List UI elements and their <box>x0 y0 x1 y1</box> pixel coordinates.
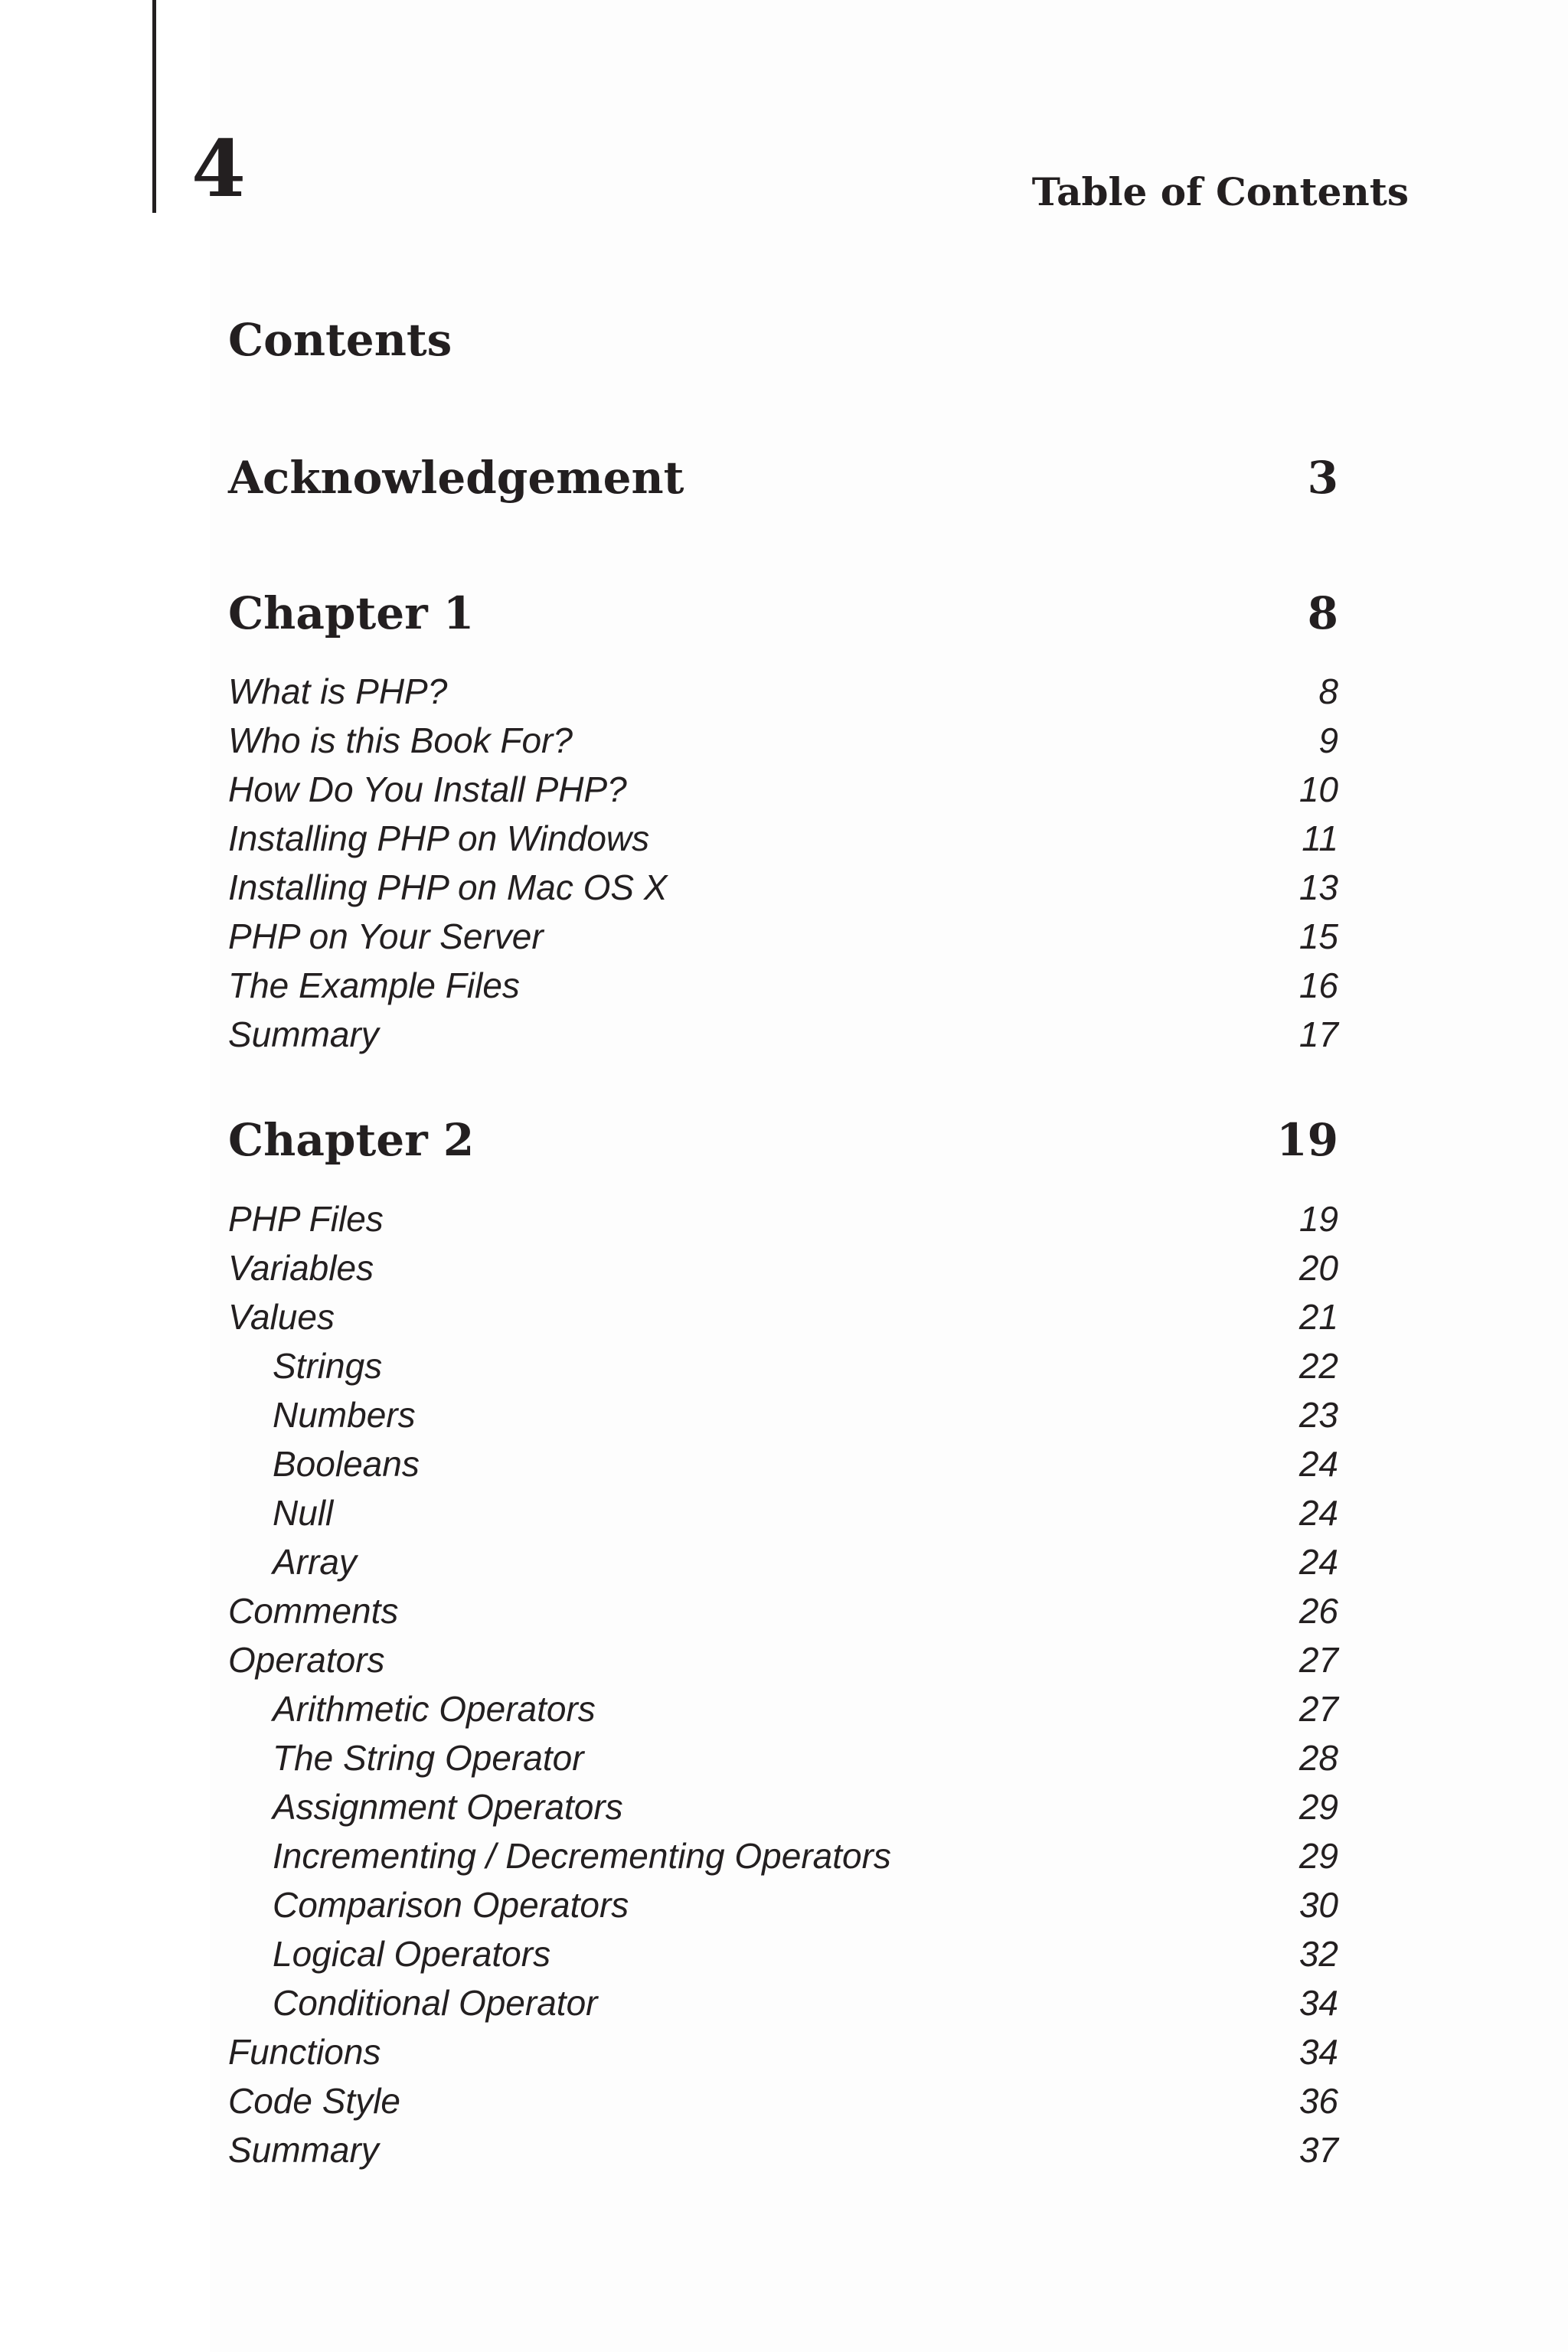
toc-entry-label: Assignment Operators <box>273 1787 623 1827</box>
toc-heading-label: Chapter 1 <box>228 587 475 639</box>
toc-heading-page: 3 <box>1307 452 1338 504</box>
toc-heading-chapter-2 <box>228 1114 1338 1166</box>
toc-subentry <box>228 1983 1338 2023</box>
toc-entry-page: 29 <box>1298 1836 1338 1876</box>
toc-entry-label: How Do You Install PHP? <box>228 769 627 809</box>
toc-subentry <box>228 1689 1338 1729</box>
toc-entry <box>228 867 1338 907</box>
toc-entry-page: 24 <box>1298 1542 1338 1582</box>
toc-entry-label: The String Operator <box>273 1738 584 1778</box>
toc-entry-label: Comparison Operators <box>273 1885 629 1925</box>
toc-entry-page: 37 <box>1298 2130 1338 2170</box>
toc-entry <box>228 1297 1338 1337</box>
toc-entry-page: 23 <box>1298 1395 1338 1435</box>
toc-entry-page: 16 <box>1298 965 1338 1005</box>
toc-entry-page: 27 <box>1298 1640 1338 1680</box>
toc-entry-label: What is PHP? <box>228 671 448 711</box>
toc-entry-label: Values <box>228 1297 335 1337</box>
toc-entry-label: Installing PHP on Windows <box>228 818 650 858</box>
toc-entry-page: 8 <box>1318 671 1338 711</box>
toc-heading-label: Chapter 2 <box>228 1114 475 1166</box>
toc-heading-page: 8 <box>1307 587 1338 639</box>
toc-heading-page: 19 <box>1276 1114 1338 1166</box>
toc-entry-label: Summary <box>228 2130 379 2170</box>
toc-entry-label: Who is this Book For? <box>228 720 573 760</box>
toc-entry <box>228 1591 1338 1631</box>
toc-entry-label: Summary <box>228 1014 379 1054</box>
toc-entry-label: Numbers <box>273 1395 416 1435</box>
toc-entry-label: Arithmetic Operators <box>273 1689 596 1729</box>
toc-entry <box>228 1199 1338 1239</box>
toc-entry-label: Strings <box>273 1346 383 1386</box>
toc-subentry <box>228 1934 1338 1974</box>
toc-entry-label: Null <box>273 1493 334 1533</box>
toc-entry-page: 30 <box>1298 1885 1338 1925</box>
toc-entry-page: 19 <box>1298 1199 1338 1239</box>
toc-heading-label: Acknowledgement <box>228 452 684 504</box>
toc-entry-label: The Example Files <box>228 965 520 1005</box>
toc-entry <box>228 1014 1338 1054</box>
contents-title: Contents <box>228 314 452 366</box>
toc-entry <box>228 2130 1338 2170</box>
toc-entry-label: Functions <box>228 2032 381 2072</box>
toc-entry-label: Array <box>273 1542 357 1582</box>
toc-subentry <box>228 1738 1338 1778</box>
running-head: Table of Contents <box>1031 169 1409 214</box>
page-number: 4 <box>191 123 246 215</box>
toc-entry-page: 36 <box>1298 2081 1338 2121</box>
toc-entry <box>228 818 1338 858</box>
toc-subentry <box>228 1542 1338 1582</box>
toc-subentry <box>228 1493 1338 1533</box>
margin-rule <box>152 0 156 213</box>
toc-subentry <box>228 1395 1338 1435</box>
toc-entry-page: 27 <box>1298 1689 1338 1729</box>
toc-entry-page: 24 <box>1298 1493 1338 1533</box>
toc-entry <box>228 720 1338 760</box>
toc-entry-page: 9 <box>1318 720 1338 760</box>
toc-entry-label: Conditional Operator <box>273 1983 598 2023</box>
toc-entry <box>228 965 1338 1005</box>
toc-entry <box>228 916 1338 956</box>
toc-entry-page: 34 <box>1298 2032 1338 2072</box>
toc-subentry <box>228 1346 1338 1386</box>
toc-entry-page: 11 <box>1302 818 1338 858</box>
toc-entry <box>228 769 1338 809</box>
toc-entry-page: 24 <box>1298 1444 1338 1484</box>
toc-entry-page: 29 <box>1298 1787 1338 1827</box>
toc-subentry <box>228 1787 1338 1827</box>
toc-entry <box>228 2081 1338 2121</box>
toc-entry-label: Operators <box>228 1640 385 1680</box>
toc-subentry <box>228 1836 1338 1876</box>
toc-entry-page: 10 <box>1298 769 1338 809</box>
toc-entry-label: Logical Operators <box>273 1934 551 1974</box>
toc-entry-label: PHP on Your Server <box>228 916 544 956</box>
toc-entry-label: Code Style <box>228 2081 401 2121</box>
toc-entry <box>228 1640 1338 1680</box>
toc-entry-page: 34 <box>1298 1983 1338 2023</box>
toc-entry-label: PHP Files <box>228 1199 384 1239</box>
toc-entry-page: 17 <box>1298 1014 1338 1054</box>
toc-heading-chapter-1 <box>228 587 1338 639</box>
toc-entry-page: 28 <box>1298 1738 1338 1778</box>
toc-entry <box>228 671 1338 711</box>
toc-entry-label: Variables <box>228 1248 374 1288</box>
toc-entry-page: 32 <box>1298 1934 1338 1974</box>
toc-subentry <box>228 1885 1338 1925</box>
toc-entry-page: 15 <box>1298 916 1338 956</box>
toc-entry-page: 21 <box>1298 1297 1338 1337</box>
toc-entry-page: 26 <box>1298 1591 1338 1631</box>
toc-entry-page: 22 <box>1298 1346 1338 1386</box>
toc-entry <box>228 2032 1338 2072</box>
toc-entry-label: Comments <box>228 1591 399 1631</box>
toc-entry-label: Incrementing / Decrementing Operators <box>273 1836 891 1876</box>
toc-entry-label: Installing PHP on Mac OS X <box>228 867 668 907</box>
toc-entry-page: 20 <box>1298 1248 1338 1288</box>
toc-entry-label: Booleans <box>273 1444 420 1484</box>
toc-entry-page: 13 <box>1298 867 1338 907</box>
toc-heading-acknowledgement <box>228 452 1338 504</box>
toc-entry <box>228 1248 1338 1288</box>
toc-subentry <box>228 1444 1338 1484</box>
